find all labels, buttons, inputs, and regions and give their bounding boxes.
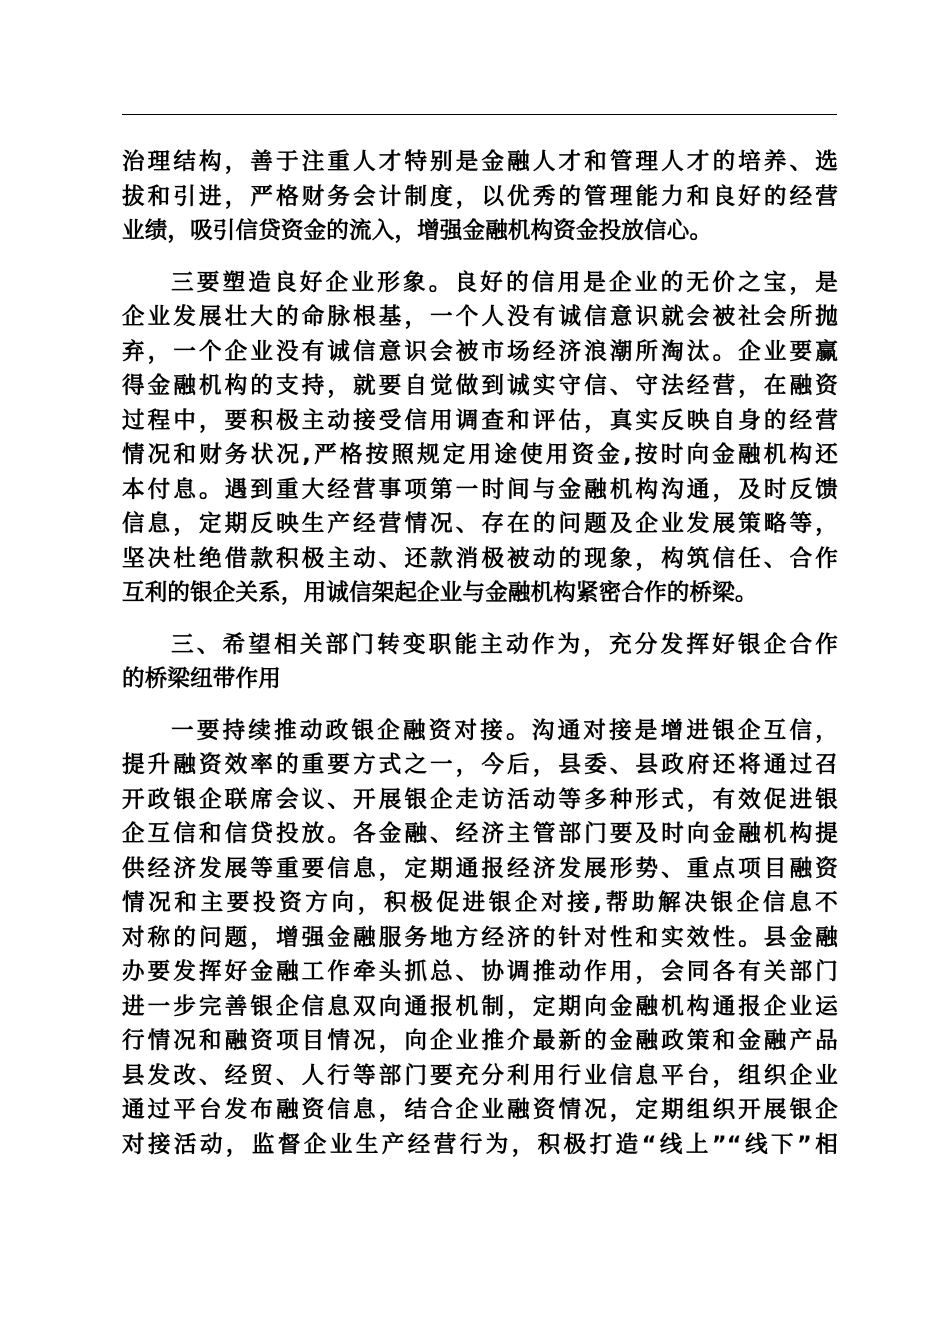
text-line: 得金融机构的支持，就要自觉做到诚实守信、守法经营，在融资 [122,373,838,399]
text-line: 开政银企联席会议、开展银企走访活动等多种形式，有效促进银 [122,786,838,813]
body-text [122,145,838,1179]
text-line: 弃，一个企业没有诚信意识会被市场经济浪潮所淘汰。企业要赢 [122,338,838,365]
text-line: 一要持续推动政银企融资对接。沟通对接是增进银企互信， [168,717,838,744]
text-line: 对称的问题，增强金融服务地方经济的针对性和实效性。县金融 [122,924,838,951]
text-line: 信息，定期反映生产经营情况、存在的问题及企业发展策略等， [122,511,838,537]
text-line: 的桥梁纽带作用 [122,666,281,692]
header-rule [122,114,837,115]
text-line: 企互信和信贷投放。各金融、经济主管部门要及时向金融机构提 [122,821,838,847]
paragraph-governance [122,145,838,249]
text-line: 治理结构，善于注重人才特别是金融人才和管理人才的培养、选 [122,149,838,175]
text-line: 县发改、经贸、人行等部门要充分利用行业信息平台，组织企业 [122,1062,838,1089]
text-line: 本付息。遇到重大经营事项第一时间与金融机构沟通，及时反馈 [122,476,838,503]
text-line: 互利的银企关系，用诚信架起企业与金融机构紧密合作的桥梁。 [122,580,758,606]
paragraph-corporate-image [122,266,838,611]
text-line: 对接活动，监督企业生产经营行为，积极打造“线上”“线下”相 [122,1131,838,1158]
text-line: 办要发挥好金融工作牵头抓总、协调推动作用，会同各有关部门 [122,959,838,985]
text-line: 提升融资效率的重要方式之一，今后，县委、县政府还将通过召 [122,752,838,778]
text-line: 进一步完善银企信息双向通报机制，定期向金融机构通报企业运 [122,993,838,1020]
text-line: 企业发展壮大的命脉根基，一个人没有诚信意识就会被社会所抛 [122,304,838,330]
text-line: 供经济发展等重要信息，定期通报经济发展形势、重点项目融资 [122,855,838,882]
text-line: 情况和财务状况,严格按照规定用途使用资金,按时向金融机构还 [122,442,838,468]
text-line: 三要塑造良好企业形象。良好的信用是企业的无价之宝，是 [168,269,838,296]
paragraph-financing-docking [122,714,838,1163]
text-line: 拔和引进，严格财务会计制度，以优秀的管理能力和良好的经营 [122,183,838,210]
text-line: 过程中，要积极主动接受信用调查和评估，真实反映自身的经营 [122,407,838,434]
text-line: 行情况和融资项目情况，向企业推介最新的金融政策和金融产品 [122,1028,838,1054]
text-line: 通过平台发布融资信息，结合企业融资情况，定期组织开展银企 [122,1097,838,1123]
text-line: 三、希望相关部门转变职能主动作为，充分发挥好银企合作 [168,631,838,658]
text-line: 坚决杜绝借款积极主动、还款消极被动的现象，构筑信任、合作 [122,545,838,572]
section-heading-three [122,628,838,697]
text-line: 情况和主要投资方向，积极促进银企对接,帮助解决银企信息不 [122,890,838,916]
text-line: 业绩，吸引信贷资金的流入，增强金融机构资金投放信心。 [122,218,713,244]
